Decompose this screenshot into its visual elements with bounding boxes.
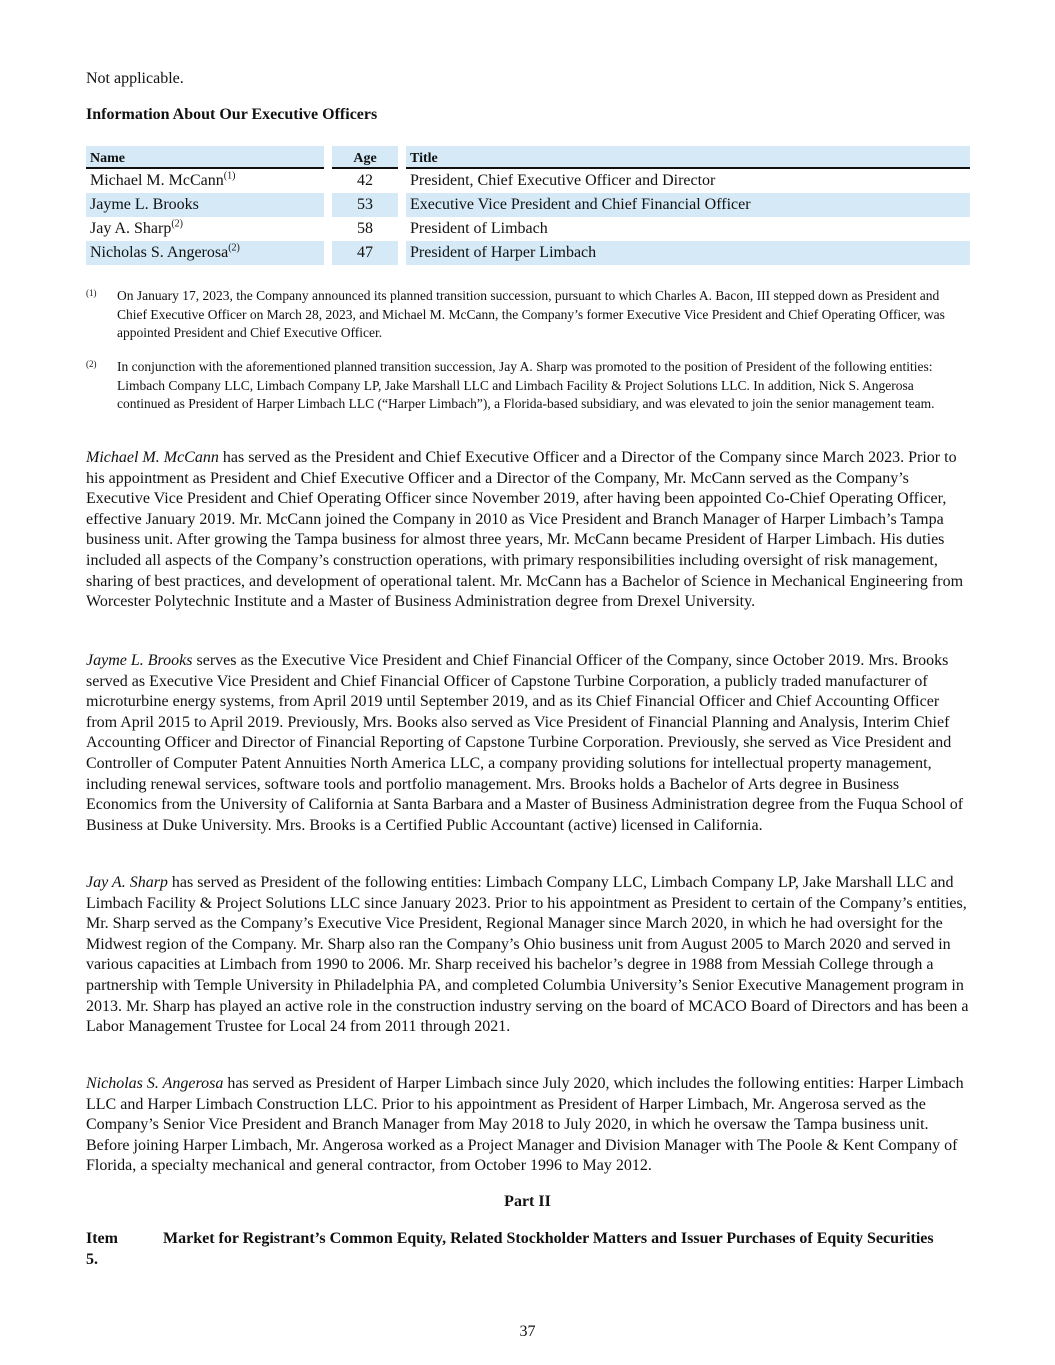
officer-name-cell (86, 168, 324, 193)
footnote-text: In conjunction with the aforementioned planned transition succession, Jay A. Sharp was promoted to the position of President of the following entities: Limbach Company LLC, Limbach Company LP, Jake Marshall LLC and Limbach Facility & Project Solutions LLC. In addition, Nick S. Angerosa continued as President of Harper Limbach LLC (“Harper Limbach”), a Florida-based subsidiary, and was elevated to join the senior management team. (117, 359, 935, 411)
footnote-ref: (2) (171, 218, 183, 230)
bio-name: Jayme L. Brooks (86, 652, 193, 669)
officer-title: President of Harper Limbach (406, 241, 970, 265)
item-title: Market for Registrant’s Common Equity, Related Stockholder Matters and Issuer Purchases of Equity Securities (163, 1230, 934, 1247)
officer-title: President, Chief Executive Officer and Director (410, 172, 716, 189)
bio-paragraph (86, 651, 972, 836)
table-row (86, 168, 970, 193)
footnote-text: On January 17, 2023, the Company announced its planned transition succession, pursuant to which Charles A. Bacon, III stepped down as President and Chief Executive Officer on March 28, 2023, and Michael M. McCann, the Company’s former Executive Vice President and Chief Operating Officer, was appointed President and Chief Executive Officer. (117, 288, 945, 340)
bio-text: has served as President of Harper Limbach since July 2020, which includes the following entities: Harper Limbach LLC and Harper Limbach Construction LLC. Prior to his appointment as President of Harper Limbach, Mr. Angerosa served as the Company’s Senior Vice President and Branch Manager from May 2018 to July 2020, in which he oversaw the Tampa business unit. Before joining Harper Limbach, Mr. Angerosa worked as a Project Manager and Division Manager with The Poole & Kent Company of Florida, a specialty mechanical and general contractor, from October 1996 to May 2012. (86, 1075, 964, 1175)
header-name: Name (86, 146, 324, 168)
page-number: 37 (519, 1323, 536, 1340)
officer-age: 42 (357, 172, 373, 189)
officer-name-cell (86, 193, 324, 217)
officer-age: 58 (357, 220, 373, 237)
bio-name: Michael M. McCann (86, 449, 219, 466)
part-heading: Part II (504, 1193, 551, 1210)
officer-name: Michael M. McCann (90, 172, 224, 189)
table-row (86, 217, 970, 241)
officer-name: Nicholas S. Angerosa (90, 244, 229, 261)
header-title: Title (406, 146, 970, 168)
bio-text: has served as the President and Chief Executive Officer and a Director of the Company since March 2023. Prior to his appointment as President and Chief Executive Officer and a Director of the Company, Mr. McCann served as the Company’s Executive Vice President and Chief Operating Officer since November 2019, after having been appointed Co-Chief Operating Officer, effective January 2019. Mr. McCann joined the Company in 2010 as Vice President and Branch Manager of Harper Limbach’s Tampa business unit. After growing the Tampa business for almost three years, Mr. McCann became President of Harper Limbach. His duties included all aspects of the Company’s construction operations, with primary responsibilities including oversight of risk management, sharing of best practices, and development of operational talent. Mr. McCann has a Bachelor of Science in Mechanical Engineering from Worcester Polytechnic Institute and a Master of Business Administration degree from Drexel University. (86, 449, 964, 611)
not-applicable-text: Not applicable. (86, 70, 184, 87)
executive-officers-table (86, 146, 970, 265)
bio-name: Jay A. Sharp (86, 874, 168, 891)
officer-name: Jay A. Sharp (90, 220, 172, 237)
footnote-2 (86, 358, 970, 414)
bio-paragraph (86, 448, 972, 613)
officer-age: 53 (332, 193, 398, 217)
header-age: Age (332, 146, 398, 168)
officer-age: 47 (332, 241, 398, 265)
officer-title: President of Limbach (410, 220, 548, 237)
bio-paragraph (86, 1074, 972, 1177)
bio-text: serves as the Executive Vice President and Chief Financial Officer of the Company, since October 2019. Mrs. Brooks served as Executive Vice President and Chief Financial Officer of Capstone Turbine Corporation, a publicly traded manufacturer of microturbine energy systems, from April 2019 until September 2019, and as its Chief Financial Officer and Chief Accounting Officer from April 2015 to April 2019. Previously, Mrs. Books also served as Vice President of Financial Planning and Analysis, Interim Chief Accounting Officer and Director of Financial Reporting of Capstone Turbine Corporation. Previously, she served as Vice President and Controller of Computer Patent Annuities North America LLC, a company providing solutions for intellectual property management, including renewal services, software tools and portfolio management. Mrs. Brooks holds a Bachelor of Arts degree in Business Economics from the University of California at Santa Barbara and a Master of Business Administration degree from the Fuqua School of Business at Duke University. Mrs. Brooks is a Certified Public Accountant (active) licensed in California. (86, 652, 964, 834)
section-heading: Information About Our Executive Officers (86, 106, 378, 123)
footnote-ref: (1) (223, 170, 236, 182)
bio-paragraph (86, 873, 972, 1038)
item-number: Item 5. (86, 1230, 118, 1268)
bio-text: has served as President of the following entities: Limbach Company LLC, Limbach Company LP, Jake Marshall LLC and Limbach Facility & Project Solutions LLC since January 2023. Prior to his appointment as President to certain of the Company’s entities, Mr. Sharp served as the Company’s Executive Vice President, Regional Manager since March 2020, in which he had oversight for the Midwest region of the Company. Mr. Sharp also ran the Company’s Ohio business unit from August 2005 to March 2020 and served in various capacities at Limbach from 1990 to 2006. Mr. Sharp received his bachelor’s degree in 1988 from Messiah College through a partnership with Temple University in Philadelphia PA, and completed Columbia University’s Senior Executive Management program in 2013. Mr. Sharp has played an active role in the construction industry serving on the board of MCACO Board of Directors and has been a Labor Management Trustee for Local 24 from 2011 through 2021. (86, 874, 969, 1036)
footnote-1 (86, 287, 970, 343)
table-row (86, 193, 970, 217)
table-header-row (86, 146, 970, 168)
officer-title: Executive Vice President and Chief Financial Officer (406, 193, 970, 217)
footnote-mark: (2) (86, 359, 97, 369)
table-row (86, 241, 970, 265)
footnote-mark: (1) (86, 288, 97, 298)
footnote-ref: (2) (228, 242, 240, 254)
bio-name: Nicholas S. Angerosa (86, 1075, 224, 1092)
officer-name: Jayme L. Brooks (90, 196, 199, 213)
officer-name-cell (86, 217, 324, 241)
officer-name-cell (86, 241, 324, 265)
